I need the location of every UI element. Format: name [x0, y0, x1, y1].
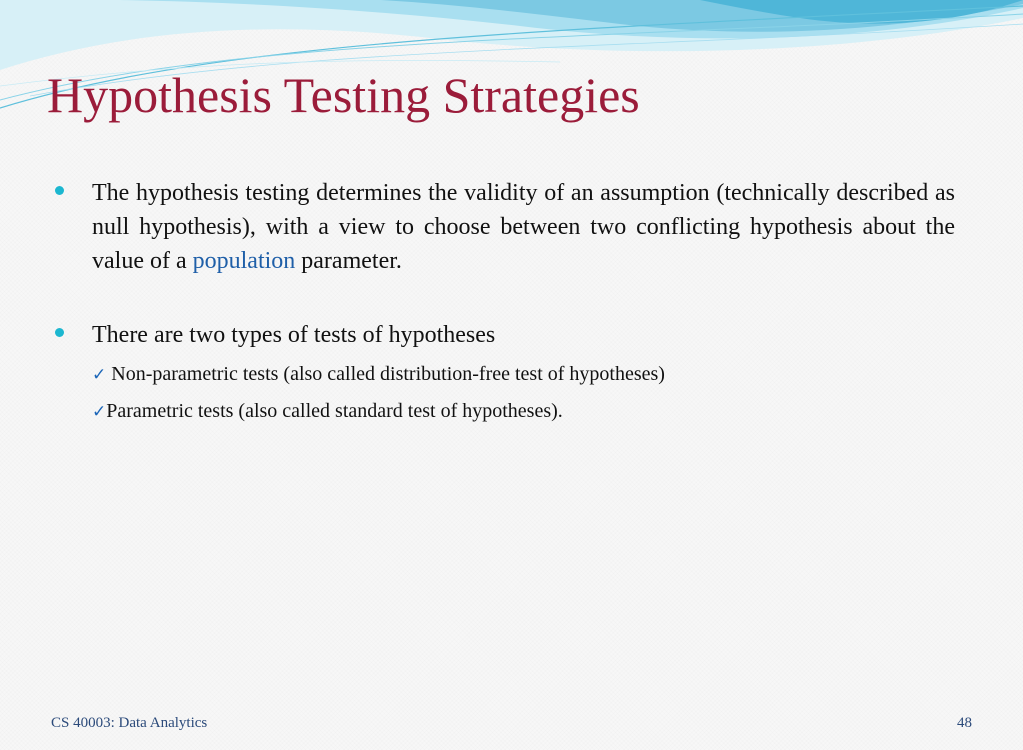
sub-item-text: Non-parametric tests (also called distribution-free test of hypotheses)	[106, 363, 665, 385]
bullet-item-test-types	[55, 318, 955, 352]
sub-item-list	[55, 356, 955, 430]
footer-course-label: CS 40003: Data Analytics	[51, 715, 208, 731]
population-link[interactable]: population	[192, 248, 296, 274]
bullet-dot-icon	[55, 318, 65, 352]
bullet-text-part: The hypothesis testing determines the validity of an assumption (technically described as null hypothesis), with a view to choose between two conflicting hypothesis about the value of a	[92, 180, 955, 274]
slide-title: Hypothesis Testing Strategies	[47, 67, 640, 123]
check-icon: ✓	[92, 402, 107, 422]
sub-item-text: Parametric tests (also called standard test of hypotheses).	[106, 400, 563, 422]
bullet-dot-icon	[55, 176, 65, 210]
bullet-text: There are two types of tests of hypotheses	[92, 322, 496, 348]
slide-content	[55, 176, 955, 430]
footer-page-number: 48	[957, 715, 972, 731]
sub-item-parametric	[92, 393, 955, 430]
check-icon: ✓	[92, 365, 107, 385]
sub-item-non-parametric	[92, 356, 955, 393]
bullet-text-part: parameter.	[295, 248, 402, 274]
bullet-item-hypothesis-testing	[55, 176, 955, 278]
